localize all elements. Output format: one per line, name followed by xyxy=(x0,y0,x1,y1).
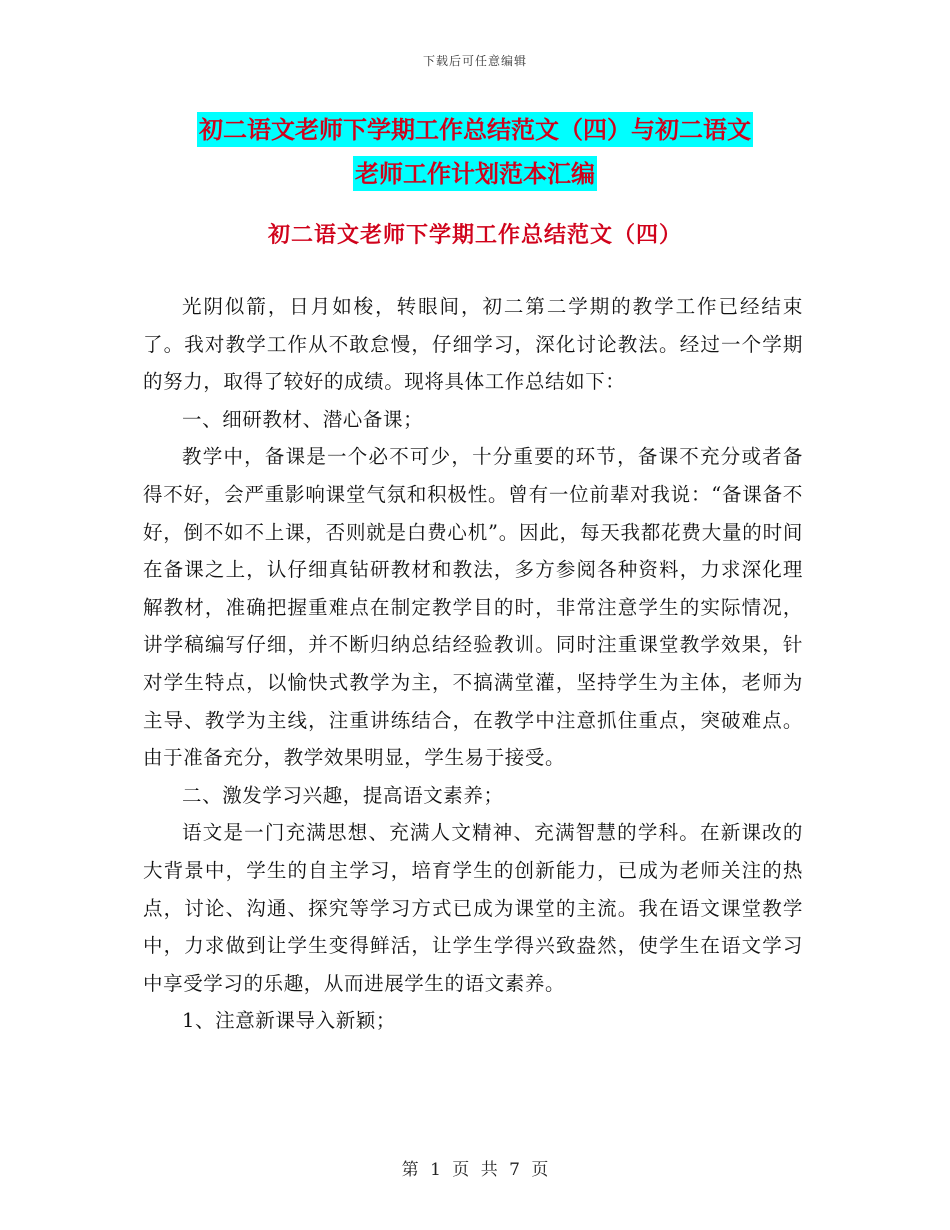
section-title: 初二语文老师下学期工作总结范文（四） xyxy=(267,222,682,248)
title-line-1: 初二语文老师下学期工作总结范文（四）与初二语文 xyxy=(197,112,753,147)
title-line-2: 老师工作计划范本汇编 xyxy=(353,156,597,191)
heading-one: 一、细研教材、潜心备课； xyxy=(182,407,424,431)
header-note: 下载后可任意编辑 xyxy=(422,54,527,68)
paragraph-interest: 语文是一门充满思想、充满人文精神、充满智慧的学科。在新课改的大背景中，学生的自主学习，培育学生的创新能力，已成为老师关注的热点，讨论、沟通、探究等学习方式已成为课堂的主流。我在语文课堂教学中，力求做到让学生变得鲜活，让学生学得兴致盎然，使学生在语文学习中享受学习的乐趣，从而进展学生的语文素养。 xyxy=(143,821,803,995)
paragraph-preparation: 教学中，备课是一个必不可少，十分重要的环节，备课不充分或者备得不好，会严重影响课堂气氛和积极性。曾有一位前辈对我说：“备课备不好，倒不如不上课，否则就是白费心机”。因此，每天我都花费大量的时间在备课之上，认仔细真钻研教材和教法，多方参阅各种资料，力求深化理解教材，准确把握重难点在制定教学目的时，非常注意学生的实际情况，讲学稿编写仔细，并不断归纳总结经验教训。同时注重课堂教学效果，针对学生特点，以愉快式教学为主，不搞满堂灌，坚持学生为主体，老师为主导、教学为主线，注重讲练结合，在教学中注意抓住重点，突破难点。由于准备充分，教学效果明显，学生易于接受。 xyxy=(143,445,803,770)
heading-two: 二、激发学习兴趣，提高语文素养； xyxy=(182,783,504,807)
document-title xyxy=(140,108,810,196)
paragraph-intro: 光阴似箭，日月如梭，转眼间，初二第二学期的教学工作已经结束了。我对教学工作从不敢怠慢，仔细学习，深化讨论教法。经过一个学期的努力，取得了较好的成绩。现将具体工作总结如下： xyxy=(143,295,803,394)
page-number-footer: 第 1 页 共 7 页 xyxy=(401,1160,549,1180)
body-text xyxy=(143,288,803,1040)
subheading-one: 1、注意新课导入新颖； xyxy=(182,1009,397,1033)
